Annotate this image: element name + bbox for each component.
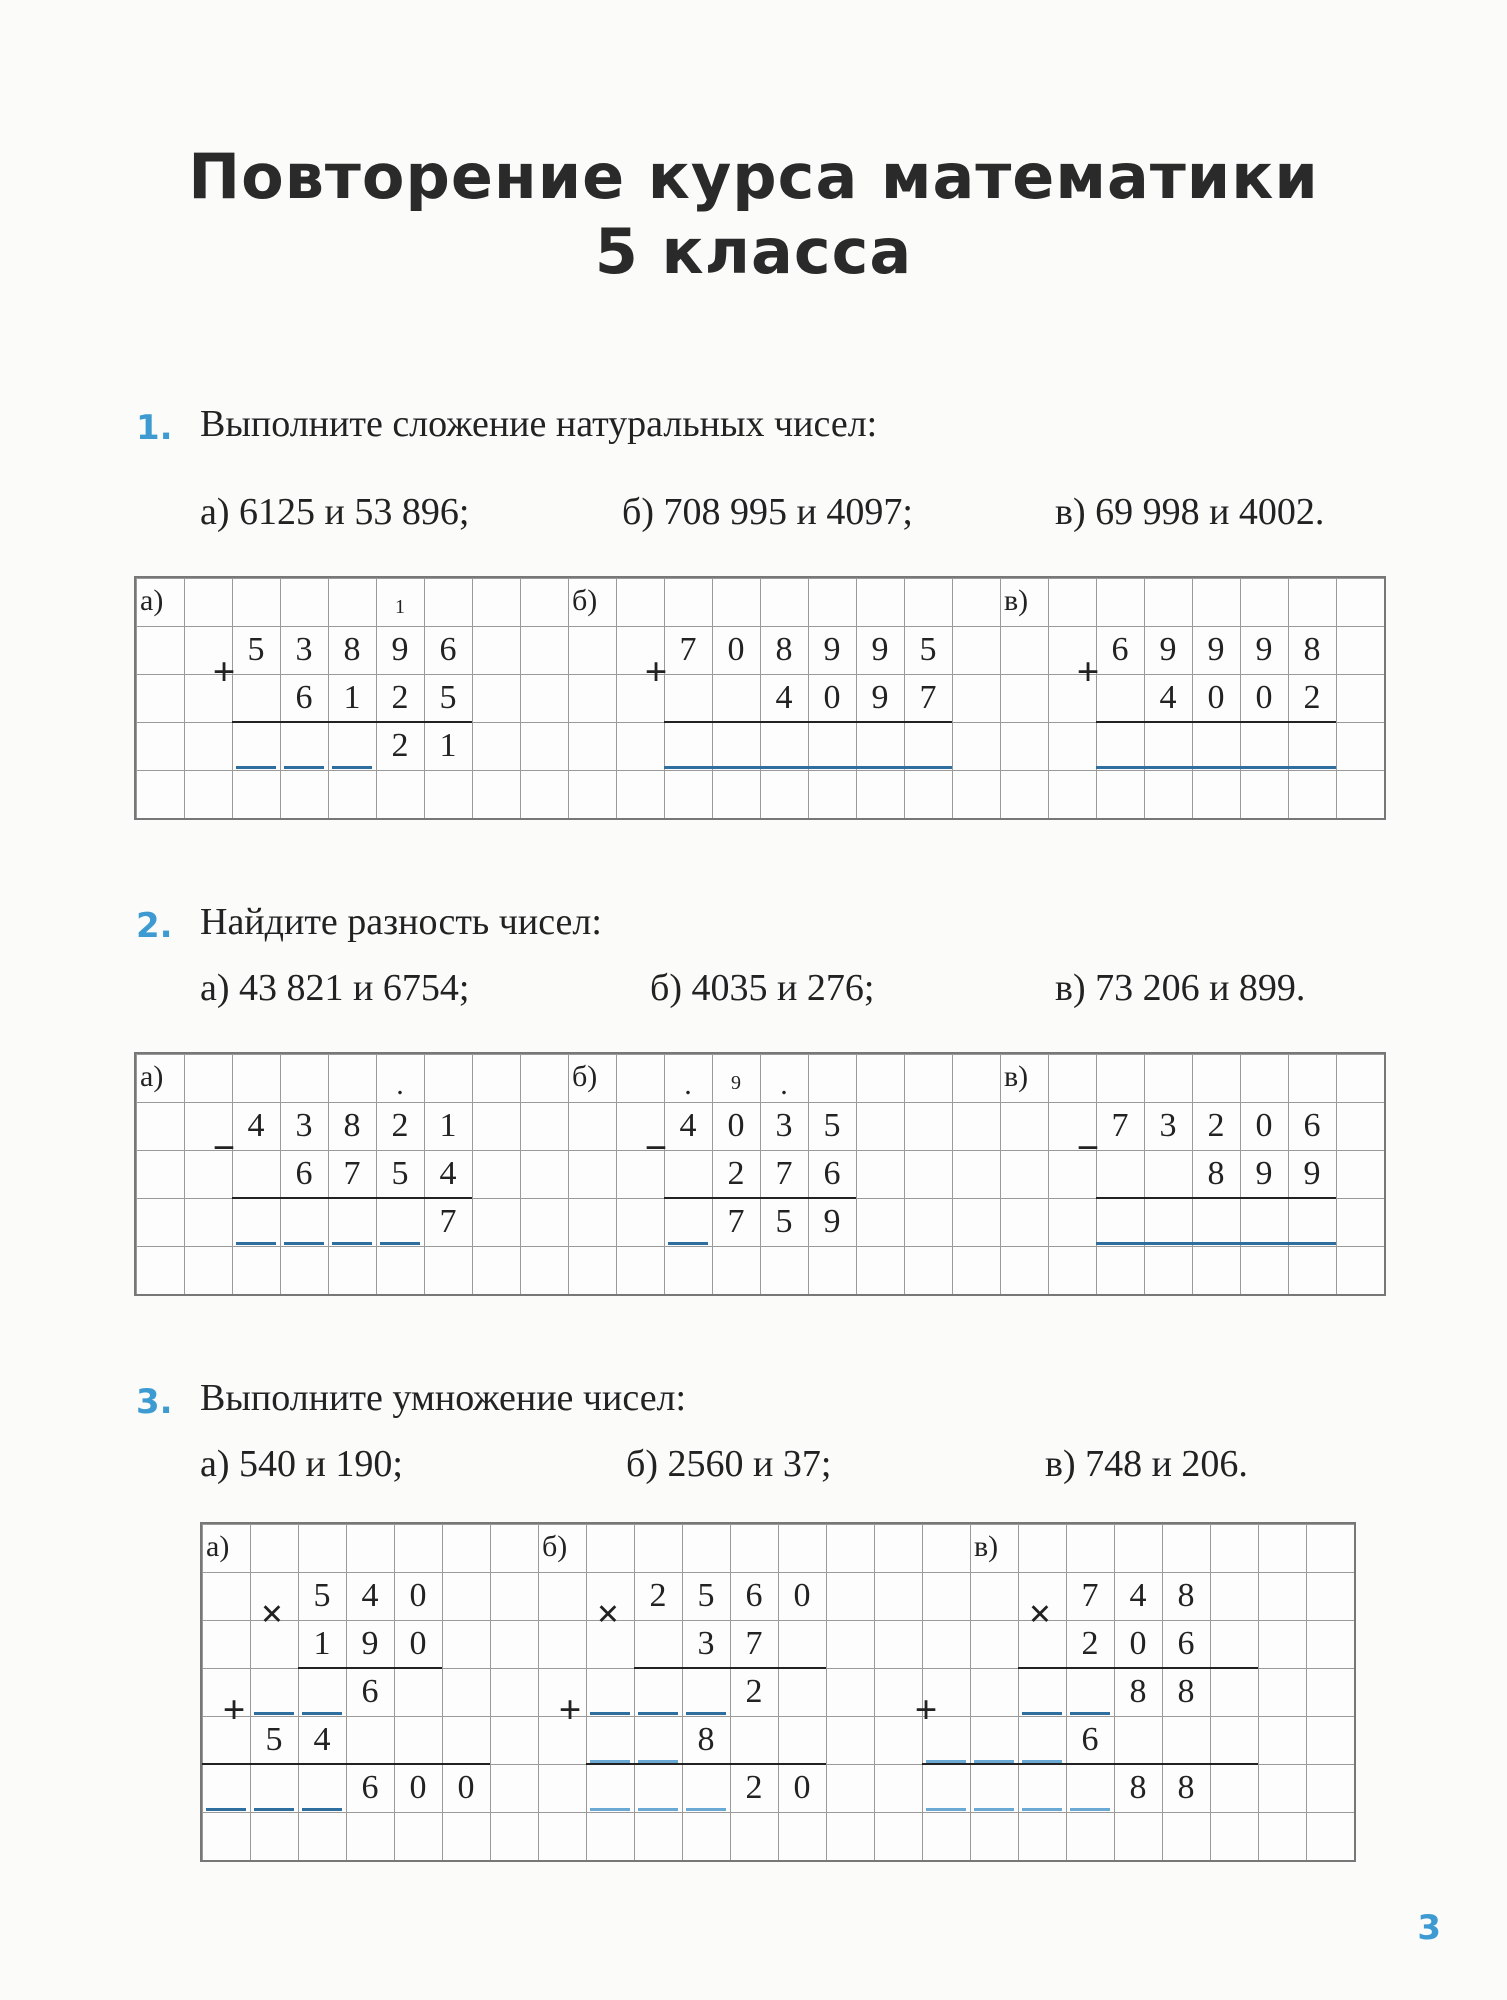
times-sign: ×	[596, 1591, 620, 1636]
task-text: Выполните умножение чисел:	[200, 1377, 687, 1419]
grid-digit: 7	[679, 631, 697, 668]
carry-digit: 1	[395, 596, 405, 618]
borrow-dot: .	[684, 1068, 692, 1101]
grid-digit: 0	[1255, 1107, 1273, 1144]
minus-sign: −	[1076, 1125, 1100, 1170]
grid-digit: 8	[1177, 1769, 1195, 1806]
grid-digit: 9	[1303, 1155, 1321, 1192]
answer-blank	[254, 1712, 294, 1715]
grid-digit: 9	[391, 631, 409, 668]
grid-digit: 6	[823, 1155, 841, 1192]
answer-blank	[664, 766, 952, 769]
grid-digit: 8	[1177, 1673, 1195, 1710]
grid-digit: 6	[1081, 1721, 1099, 1758]
grid-digit: 3	[697, 1625, 715, 1662]
grid-digit: 6	[295, 679, 313, 716]
grid-digit: 4	[247, 1107, 265, 1144]
answer-blank	[668, 1242, 708, 1245]
grid-digit: 4	[775, 679, 793, 716]
answer-blank	[302, 1712, 342, 1715]
grid-digit: 4	[313, 1721, 331, 1758]
grid-digit: 2	[1081, 1625, 1099, 1662]
grid-digit: 6	[361, 1769, 379, 1806]
answer-blank	[1096, 1242, 1336, 1245]
answer-blank	[284, 766, 324, 769]
grid-digit: 5	[247, 631, 265, 668]
grid-digit: 9	[1255, 1155, 1273, 1192]
grid-digit: 0	[727, 631, 745, 668]
grid-digit: 5	[439, 679, 457, 716]
borrow-digit: 9	[731, 1072, 741, 1094]
grid-digit: 0	[409, 1577, 427, 1614]
grid-digit: 6	[295, 1155, 313, 1192]
grid-digit: 4	[679, 1107, 697, 1144]
grid-digit: 0	[409, 1769, 427, 1806]
grid-digit: 6	[1177, 1625, 1195, 1662]
multiplication-grid	[200, 1522, 1356, 1862]
grid-digit: 8	[697, 1721, 715, 1758]
grid-digit: 2	[391, 679, 409, 716]
grid-digit: 1	[439, 727, 457, 764]
grid-digit: 7	[1081, 1577, 1099, 1614]
grid-digit: 7	[775, 1155, 793, 1192]
answer-blank	[254, 1808, 294, 1811]
grid-digit: 7	[727, 1203, 745, 1240]
grid-digit: 9	[823, 1203, 841, 1240]
grid-digit: 5	[391, 1155, 409, 1192]
answer-blank	[1022, 1712, 1062, 1715]
grid-digit: 0	[457, 1769, 475, 1806]
task-part-a: а) 540 и 190;	[200, 1443, 403, 1485]
grid-digit: 5	[919, 631, 937, 668]
label-a: а)	[140, 1060, 164, 1093]
task-number: 2.	[136, 906, 173, 946]
answer-blank	[1070, 1808, 1110, 1811]
grid-digit: 7	[1111, 1107, 1129, 1144]
task-part-a: а) 6125 и 53 896;	[200, 491, 470, 533]
answer-blank	[974, 1808, 1014, 1811]
grid-digit: 2	[745, 1673, 763, 1710]
borrow-dot: .	[396, 1068, 404, 1101]
grid-digit: 6	[361, 1673, 379, 1710]
label-b: б)	[542, 1530, 568, 1563]
plus-sign: +	[558, 1687, 582, 1732]
answer-blank	[1070, 1712, 1110, 1715]
grid-digit: 5	[823, 1107, 841, 1144]
grid-digit: 0	[727, 1107, 745, 1144]
task-text: Выполните сложение натуральных чисел:	[200, 403, 878, 445]
grid-digit: 1	[313, 1625, 331, 1662]
answer-blank	[332, 1242, 372, 1245]
task-part-b: б) 708 995 и 4097;	[622, 491, 913, 533]
grid-digit: 4	[1129, 1577, 1147, 1614]
grid-digit: 5	[313, 1577, 331, 1614]
grid-digit: 3	[295, 1107, 313, 1144]
grid-digit: 6	[1111, 631, 1129, 668]
grid-digit: 8	[1129, 1769, 1147, 1806]
grid-digit: 0	[793, 1577, 811, 1614]
grid-digit: 4	[361, 1577, 379, 1614]
grid-digit: 1	[343, 679, 361, 716]
minus-sign: −	[212, 1125, 236, 1170]
grid-digit: 5	[265, 1721, 283, 1758]
page-title-line2: 5 класса	[594, 215, 913, 288]
grid-digit: 7	[745, 1625, 763, 1662]
task-text: Найдите разность чисел:	[200, 901, 602, 943]
grid-digit: 2	[745, 1769, 763, 1806]
grid-digit: 9	[1255, 631, 1273, 668]
label-a: а)	[206, 1530, 230, 1563]
grid-digit: 9	[871, 631, 889, 668]
answer-blank	[332, 766, 372, 769]
grid-digit: 7	[919, 679, 937, 716]
plus-sign: +	[644, 649, 668, 694]
answer-blank	[590, 1712, 630, 1715]
difference-line	[1096, 1197, 1336, 1199]
grid-digit: 8	[1129, 1673, 1147, 1710]
label-a: а)	[140, 584, 164, 617]
grid-digit: 8	[1303, 631, 1321, 668]
task-part-a: а) 43 821 и 6754;	[200, 967, 470, 1009]
grid-digit: 9	[1159, 631, 1177, 668]
grid-digit: 3	[295, 631, 313, 668]
label-v: в)	[974, 1530, 999, 1563]
plus-sign: +	[914, 1687, 938, 1732]
grid-digit: 2	[649, 1577, 667, 1614]
grid-digit: 7	[343, 1155, 361, 1192]
sum-line	[664, 721, 952, 723]
answer-blank	[380, 1242, 420, 1245]
grid-digit: 2	[391, 727, 409, 764]
grid-digit: 1	[439, 1107, 457, 1144]
grid-digit: 3	[1159, 1107, 1177, 1144]
grid-digit: 5	[775, 1203, 793, 1240]
label-b: б)	[572, 1060, 598, 1093]
sum-line	[1096, 721, 1336, 723]
plus-sign: +	[1076, 649, 1100, 694]
times-sign: ×	[1028, 1591, 1052, 1636]
grid-digit: 0	[823, 679, 841, 716]
answer-blank	[236, 1242, 276, 1245]
times-sign: ×	[260, 1591, 284, 1636]
grid-digit: 0	[793, 1769, 811, 1806]
answer-blank	[686, 1808, 726, 1811]
answer-blank	[686, 1712, 726, 1715]
answer-blank	[236, 766, 276, 769]
plus-sign: +	[212, 649, 236, 694]
grid-digit: 9	[823, 631, 841, 668]
grid-digit: 2	[1303, 679, 1321, 716]
grid-digit: 0	[409, 1625, 427, 1662]
grid-digit: 0	[1129, 1625, 1147, 1662]
borrow-dot: .	[780, 1068, 788, 1101]
grid-digit: 9	[1207, 631, 1225, 668]
grid-digit: 6	[1303, 1107, 1321, 1144]
grid-digit: 2	[1207, 1107, 1225, 1144]
page-title-line1: Повторение курса математики	[188, 140, 1319, 213]
task-part-v: в) 69 998 и 4002.	[1055, 491, 1325, 533]
task-number: 3.	[136, 1382, 173, 1422]
answer-blank	[590, 1808, 630, 1811]
label-b: б)	[572, 584, 598, 617]
grid-digit: 8	[343, 631, 361, 668]
grid-digit: 4	[439, 1155, 457, 1192]
label-v: в)	[1004, 1060, 1029, 1093]
grid-digit: 7	[439, 1203, 457, 1240]
plus-sign: +	[222, 1687, 246, 1732]
answer-blank	[638, 1712, 678, 1715]
answer-blank	[1096, 766, 1336, 769]
task-part-b: б) 4035 и 276;	[650, 967, 875, 1009]
answer-blank	[926, 1808, 966, 1811]
page-number: 3	[1417, 1908, 1441, 1948]
grid-digit: 0	[1207, 679, 1225, 716]
grid-digit: 8	[775, 631, 793, 668]
grid-digit: 3	[775, 1107, 793, 1144]
subtraction-grid	[134, 1052, 1386, 1296]
grid-digit: 2	[391, 1107, 409, 1144]
answer-blank	[284, 1242, 324, 1245]
grid-digit: 2	[727, 1155, 745, 1192]
grid-digit: 8	[1207, 1155, 1225, 1192]
answer-blank	[1022, 1808, 1062, 1811]
minus-sign: −	[644, 1125, 668, 1170]
grid-digit: 9	[361, 1625, 379, 1662]
answer-blank	[206, 1808, 246, 1811]
label-v: в)	[1004, 584, 1029, 617]
grid-digit: 4	[1159, 679, 1177, 716]
grid-digit: 8	[1177, 1577, 1195, 1614]
task-part-v: в) 748 и 206.	[1045, 1443, 1248, 1485]
answer-blank	[638, 1808, 678, 1811]
task-part-b: б) 2560 и 37;	[626, 1443, 832, 1485]
task-number: 1.	[136, 408, 173, 448]
task-part-v: в) 73 206 и 899.	[1055, 967, 1306, 1009]
grid-digit: 6	[439, 631, 457, 668]
grid-digit: 5	[697, 1577, 715, 1614]
answer-blank	[302, 1808, 342, 1811]
grid-digit: 9	[871, 679, 889, 716]
grid-digit: 8	[343, 1107, 361, 1144]
addition-grid	[134, 576, 1386, 820]
grid-digit: 0	[1255, 679, 1273, 716]
grid-digit: 6	[745, 1577, 763, 1614]
